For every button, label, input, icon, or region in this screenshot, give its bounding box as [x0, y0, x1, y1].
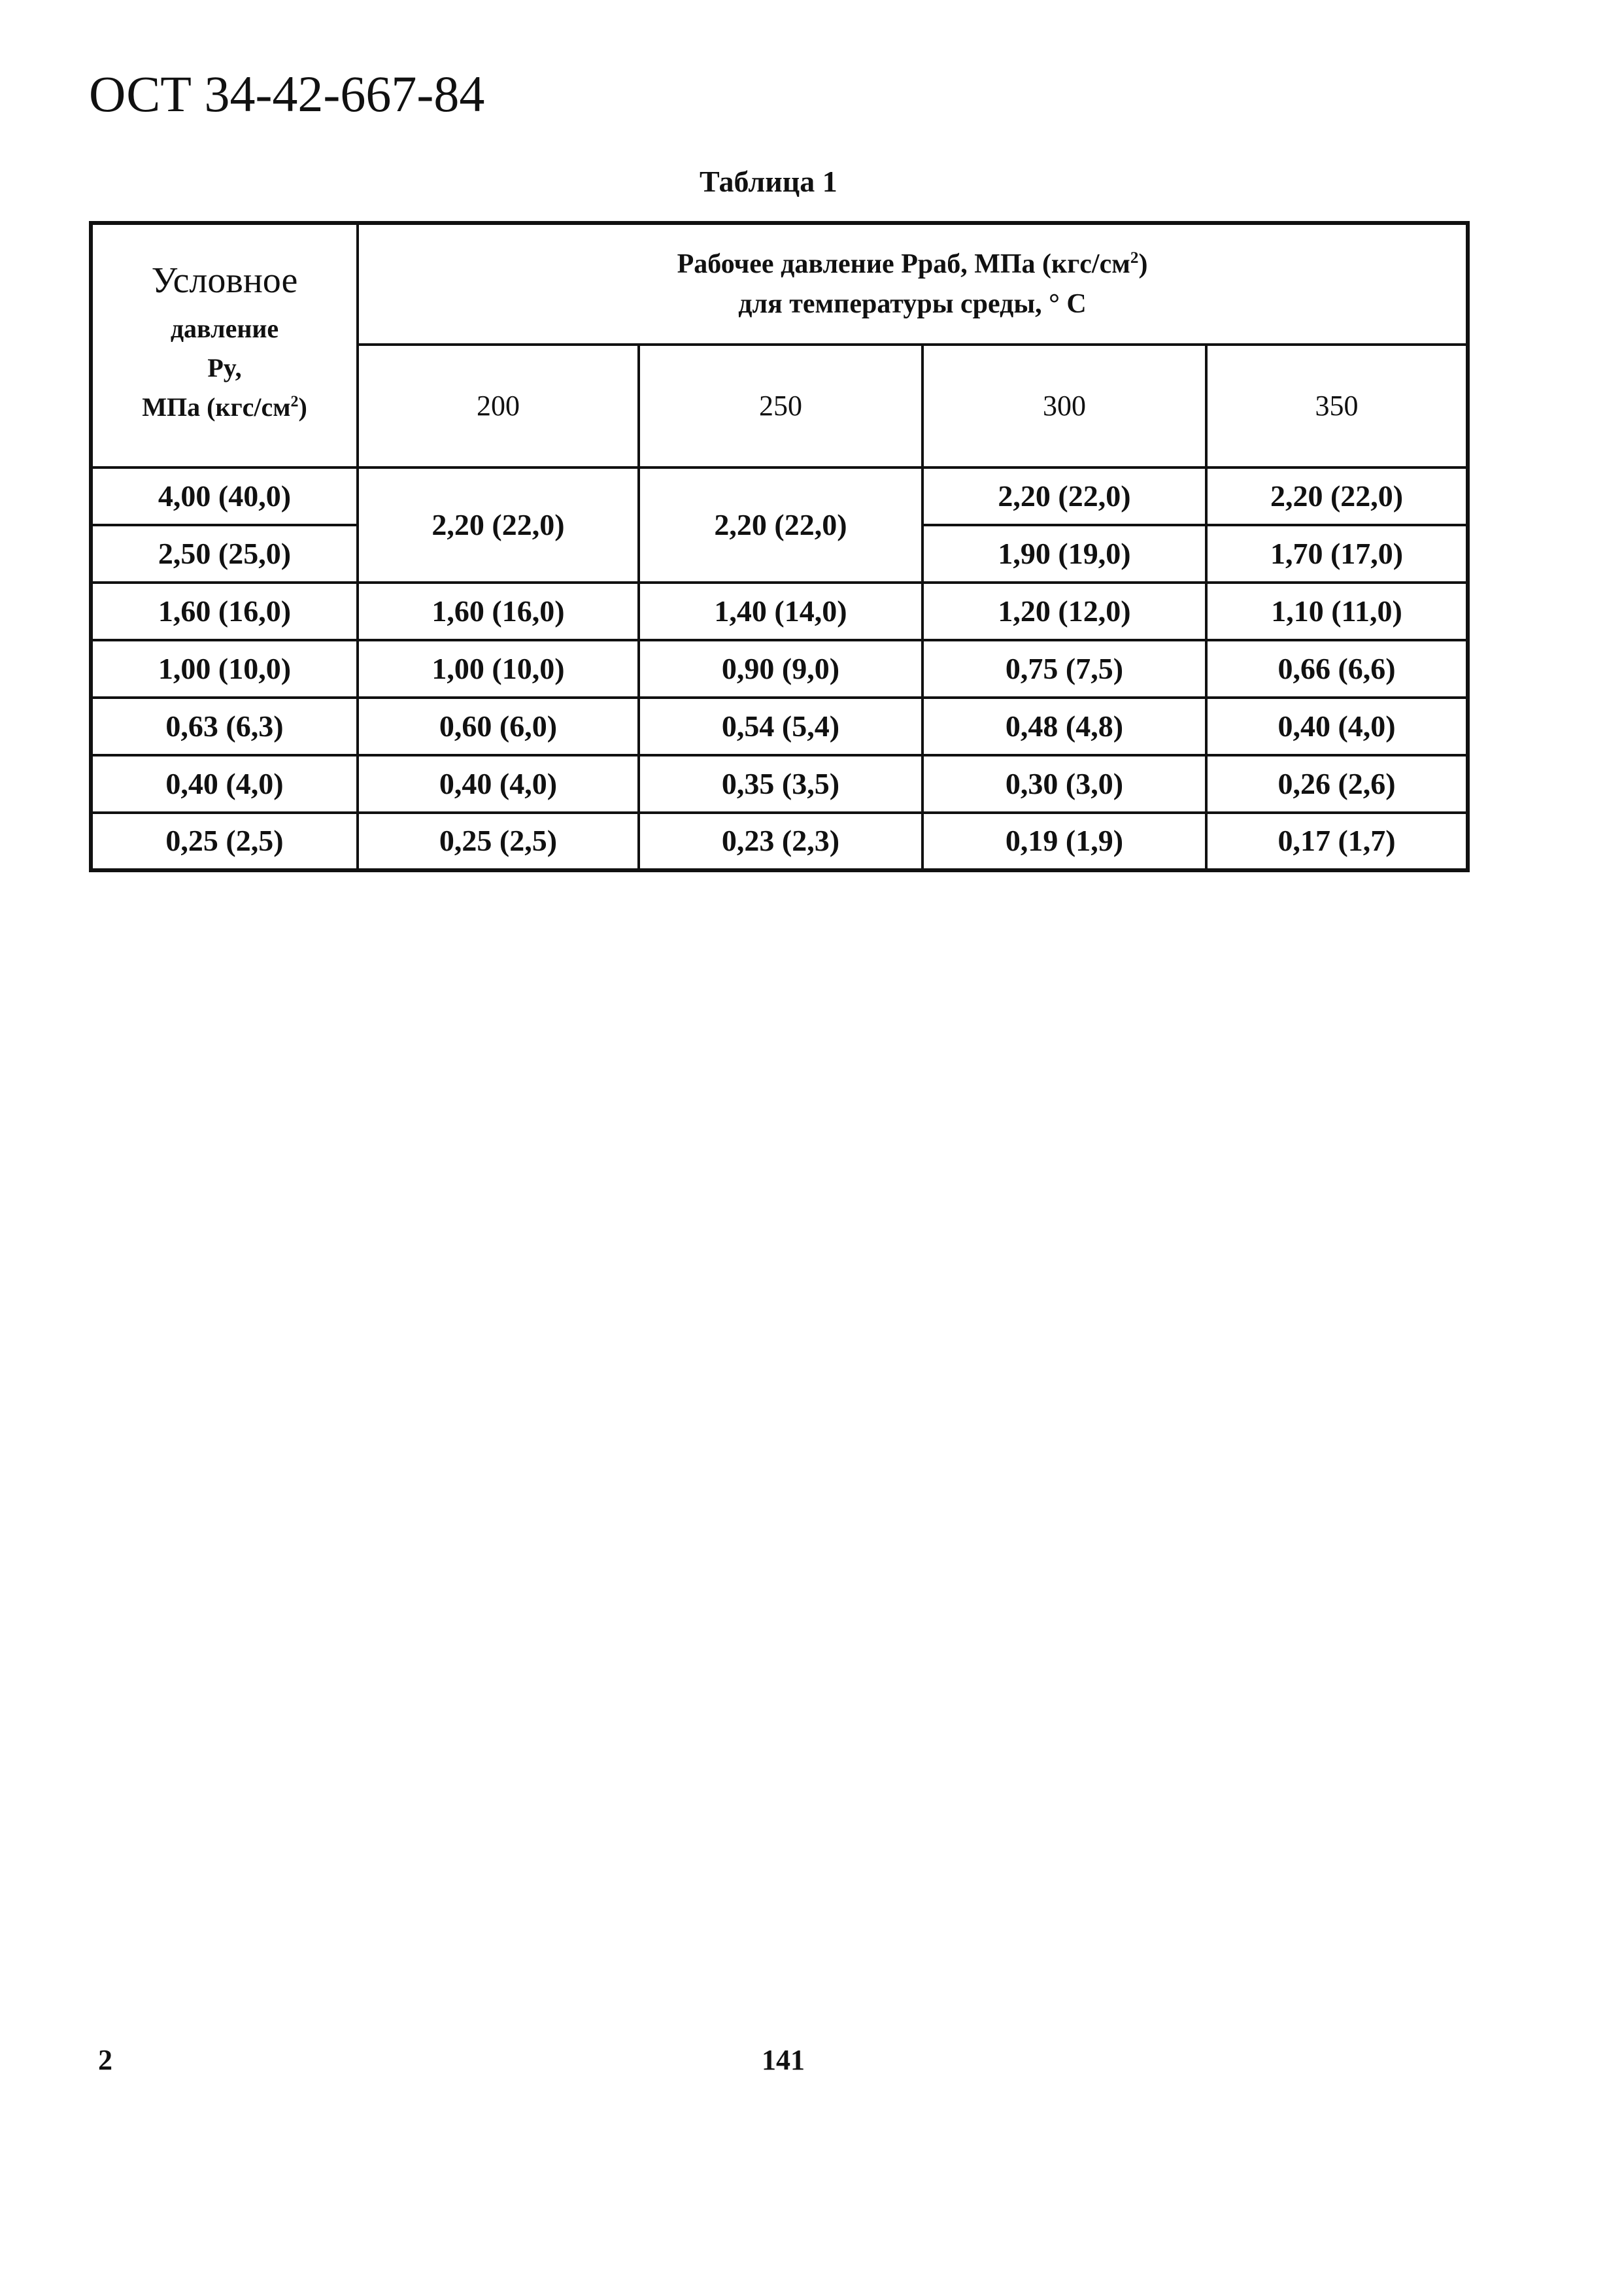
- working-pressure-header: Рабочее давление Рраб, МПа $(кгс/см^2)$ для температуры среды, ° С: [358, 223, 1468, 345]
- value-cell: 0,25 (2,5): [358, 813, 639, 870]
- nominal-pressure-cell: 2,50 (25,0): [91, 525, 358, 583]
- pressure-table: [89, 221, 1470, 872]
- temperature-header: 300: [922, 345, 1206, 468]
- value-cell: 0,23 (2,3): [639, 813, 922, 870]
- value-cell: 1,20 (12,0): [922, 583, 1206, 640]
- temperature-header: 200: [358, 345, 639, 468]
- nominal-pressure-cell: 1,60 (16,0): [91, 583, 358, 640]
- value-cell: 0,19 (1,9): [922, 813, 1206, 870]
- nominal-pressure-cell: 0,25 (2,5): [91, 813, 358, 870]
- value-cell: 0,75 (7,5): [922, 640, 1206, 698]
- value-cell: 1,00 (10,0): [358, 640, 639, 698]
- value-cell: 1,70 (17,0): [1206, 525, 1468, 583]
- nominal-pressure-header: Условное давление Py, МПа $(кгс/см^2)$: [91, 223, 358, 468]
- value-cell: 0,54 (5,4): [639, 698, 922, 755]
- value-cell: 0,17 (1,7): [1206, 813, 1468, 870]
- table-row: [91, 468, 1468, 525]
- table-row: [91, 755, 1468, 813]
- value-cell: 0,40 (4,0): [358, 755, 639, 813]
- page-number-center: 141: [762, 2044, 805, 2076]
- value-cell: 0,26 (2,6): [1206, 755, 1468, 813]
- table-row: [91, 813, 1468, 870]
- table-row: [91, 698, 1468, 755]
- temperature-header: 250: [639, 345, 922, 468]
- value-cell: 2,20 (22,0): [1206, 468, 1468, 525]
- nominal-pressure-cell: 4,00 (40,0): [91, 468, 358, 525]
- value-cell: 0,66 (6,6): [1206, 640, 1468, 698]
- nominal-pressure-cell: 0,40 (4,0): [91, 755, 358, 813]
- temperature-header: 350: [1206, 345, 1468, 468]
- table-row: [91, 583, 1468, 640]
- nominal-pressure-cell: 0,63 (6,3): [91, 698, 358, 755]
- value-cell: 1,60 (16,0): [358, 583, 639, 640]
- value-cell: 2,20 (22,0): [922, 468, 1206, 525]
- value-cell: 2,20 (22,0): [358, 468, 639, 583]
- value-cell: 0,30 (3,0): [922, 755, 1206, 813]
- value-cell: 0,90 (9,0): [639, 640, 922, 698]
- value-cell: 1,90 (19,0): [922, 525, 1206, 583]
- value-cell: 0,60 (6,0): [358, 698, 639, 755]
- nominal-pressure-cell: 1,00 (10,0): [91, 640, 358, 698]
- value-cell: 0,48 (4,8): [922, 698, 1206, 755]
- table-row: [91, 640, 1468, 698]
- value-cell: 0,40 (4,0): [1206, 698, 1468, 755]
- value-cell: 1,40 (14,0): [639, 583, 922, 640]
- table-title: Таблица 1: [700, 165, 837, 198]
- value-cell: 0,35 (3,5): [639, 755, 922, 813]
- value-cell: 2,20 (22,0): [639, 468, 922, 583]
- page-number-left: 2: [98, 2044, 112, 2076]
- value-cell: 1,10 (11,0): [1206, 583, 1468, 640]
- document-code: ОСТ 34-42-667-84: [89, 65, 485, 122]
